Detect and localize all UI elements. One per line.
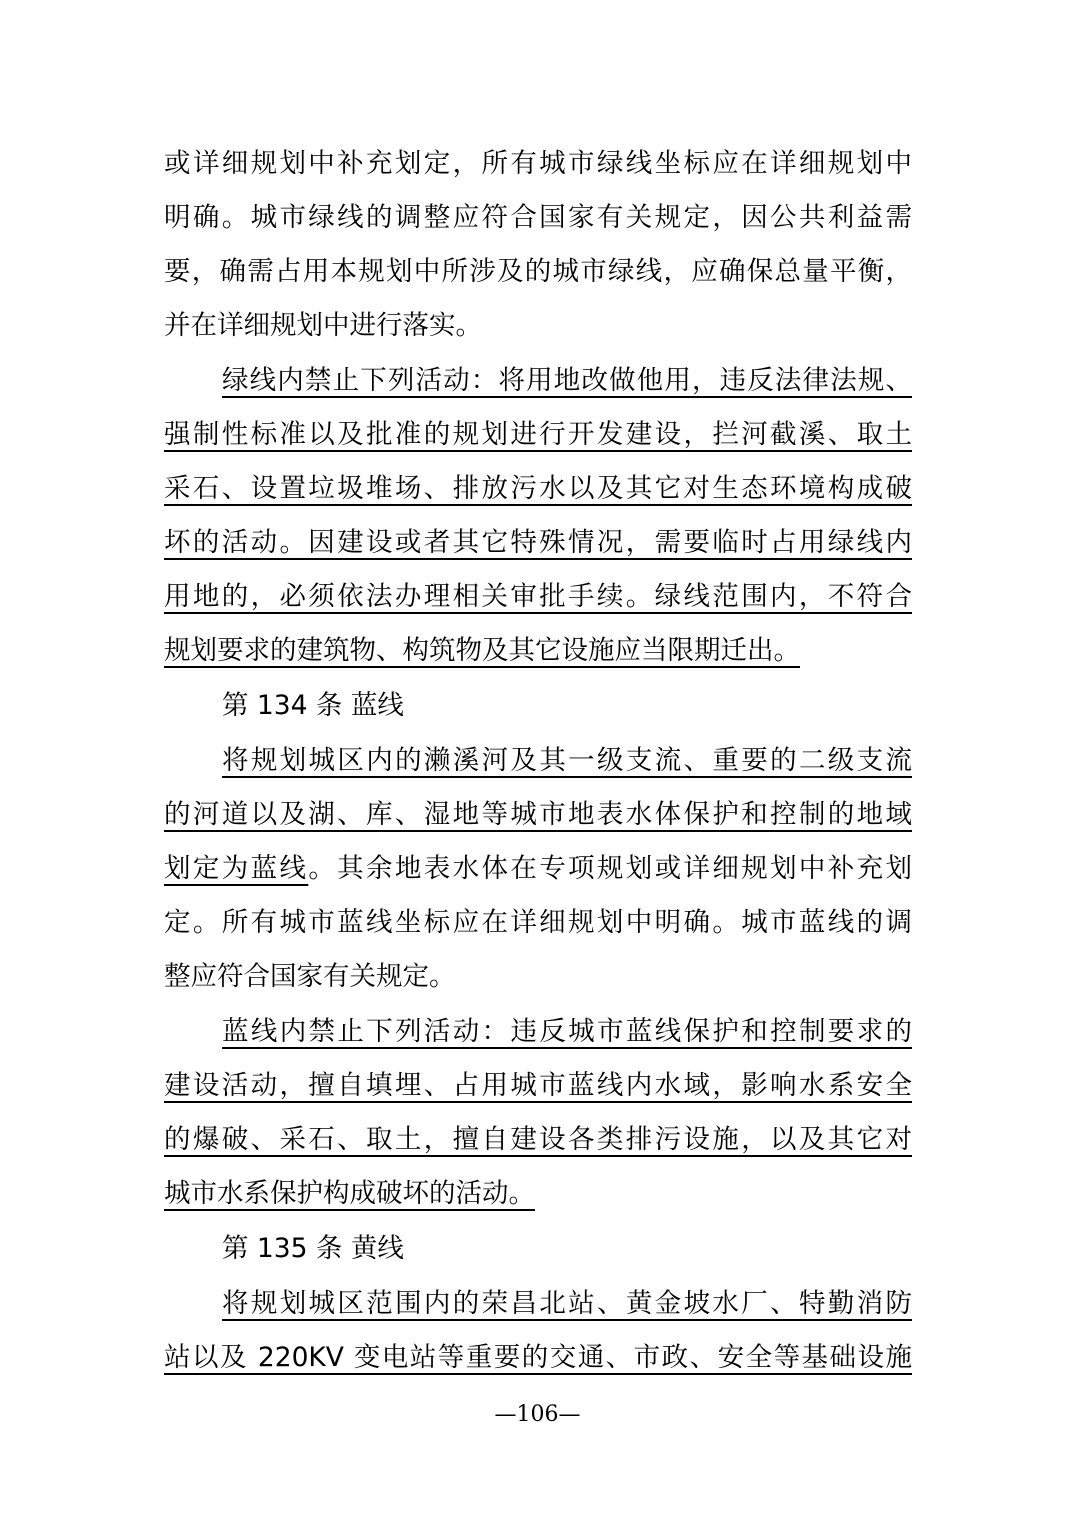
underlined-text: 建设活动，擅自填埋、占用城市蓝线内水域，影响水系安全 [164,1070,912,1101]
blue-line-prohibitions [222,1012,912,1052]
underlined-text: 将规划城区内的濑溪河及其一级支流、重要的二级支流 [222,745,912,776]
plain-text: 。其余地表水体在专项规划或详细规划中补充划 [308,853,913,884]
underlined-text: 用地的，必须依法办理相关审批手续。绿线范围内，不符合 [164,581,912,612]
underlined-text: 绿线内禁止下列活动：将用地改做他用，违反法律法规、 [222,365,912,396]
body-text-line: 或详细规划中补充划定，所有城市绿线坐标应在详细规划中 [164,148,912,179]
article-135-heading: 第 135 条 黄线 [222,1233,404,1264]
green-line-prohibitions [222,361,912,401]
body-text-line: 整应符合国家有关规定。 [164,961,456,992]
body-text-line: 并在详细规划中进行落实。 [164,310,482,341]
body-text-line [164,469,912,509]
underlined-text: 坏的活动。因建设或者其它特殊情况，需要临时占用绿线内 [164,527,912,558]
underlined-text: 强制性标准以及批准的规划进行开发建设，拦河截溪、取土 [164,419,912,450]
underlined-text: 的爆破、采石、取土，擅自建设各类排污设施，以及其它对 [164,1124,912,1155]
body-text-line: 要，确需占用本规划中所涉及的城市绿线，应确保总量平衡， [164,256,912,287]
body-text-line [164,523,912,563]
page-number: —106— [494,1402,581,1427]
underlined-text: 的河道以及湖、库、湿地等城市地表水体保护和控制的地域 [164,799,912,830]
article-134-heading: 第 134 条 蓝线 [222,690,404,721]
body-text-line [164,1066,912,1106]
body-text-line [164,577,912,617]
underlined-text: 划定为蓝线 [164,853,309,884]
yellow-line-definition [222,1284,912,1324]
body-text-line [164,415,912,455]
body-text-line [164,795,912,835]
body-text-line [164,1174,912,1214]
body-text-line: 明确。城市绿线的调整应符合国家有关规定，因公共利益需 [164,202,912,233]
body-text-line: 定。所有城市蓝线坐标应在详细规划中明确。城市蓝线的调 [164,907,912,938]
body-text-line [164,1120,912,1160]
underlined-text: 站以及 220KV 变电站等重要的交通、市政、安全等基础设施 [164,1342,912,1373]
body-text-line [164,631,912,671]
body-text-line [164,1338,912,1378]
blue-line-definition [222,741,912,781]
underlined-text: 蓝线内禁止下列活动：违反城市蓝线保护和控制要求的 [222,1016,912,1047]
underlined-text: 将规划城区范围内的荣昌北站、黄金坡水厂、特勤消防 [222,1288,912,1319]
underlined-text: 规划要求的建筑物、构筑物及其它设施应当限期迁出。 [164,635,800,666]
body-text-line [164,849,912,889]
underlined-text: 采石、设置垃圾堆场、排放污水以及其它对生态环境构成破 [164,473,912,504]
underlined-text: 城市水系保护构成破坏的活动。 [164,1178,535,1209]
